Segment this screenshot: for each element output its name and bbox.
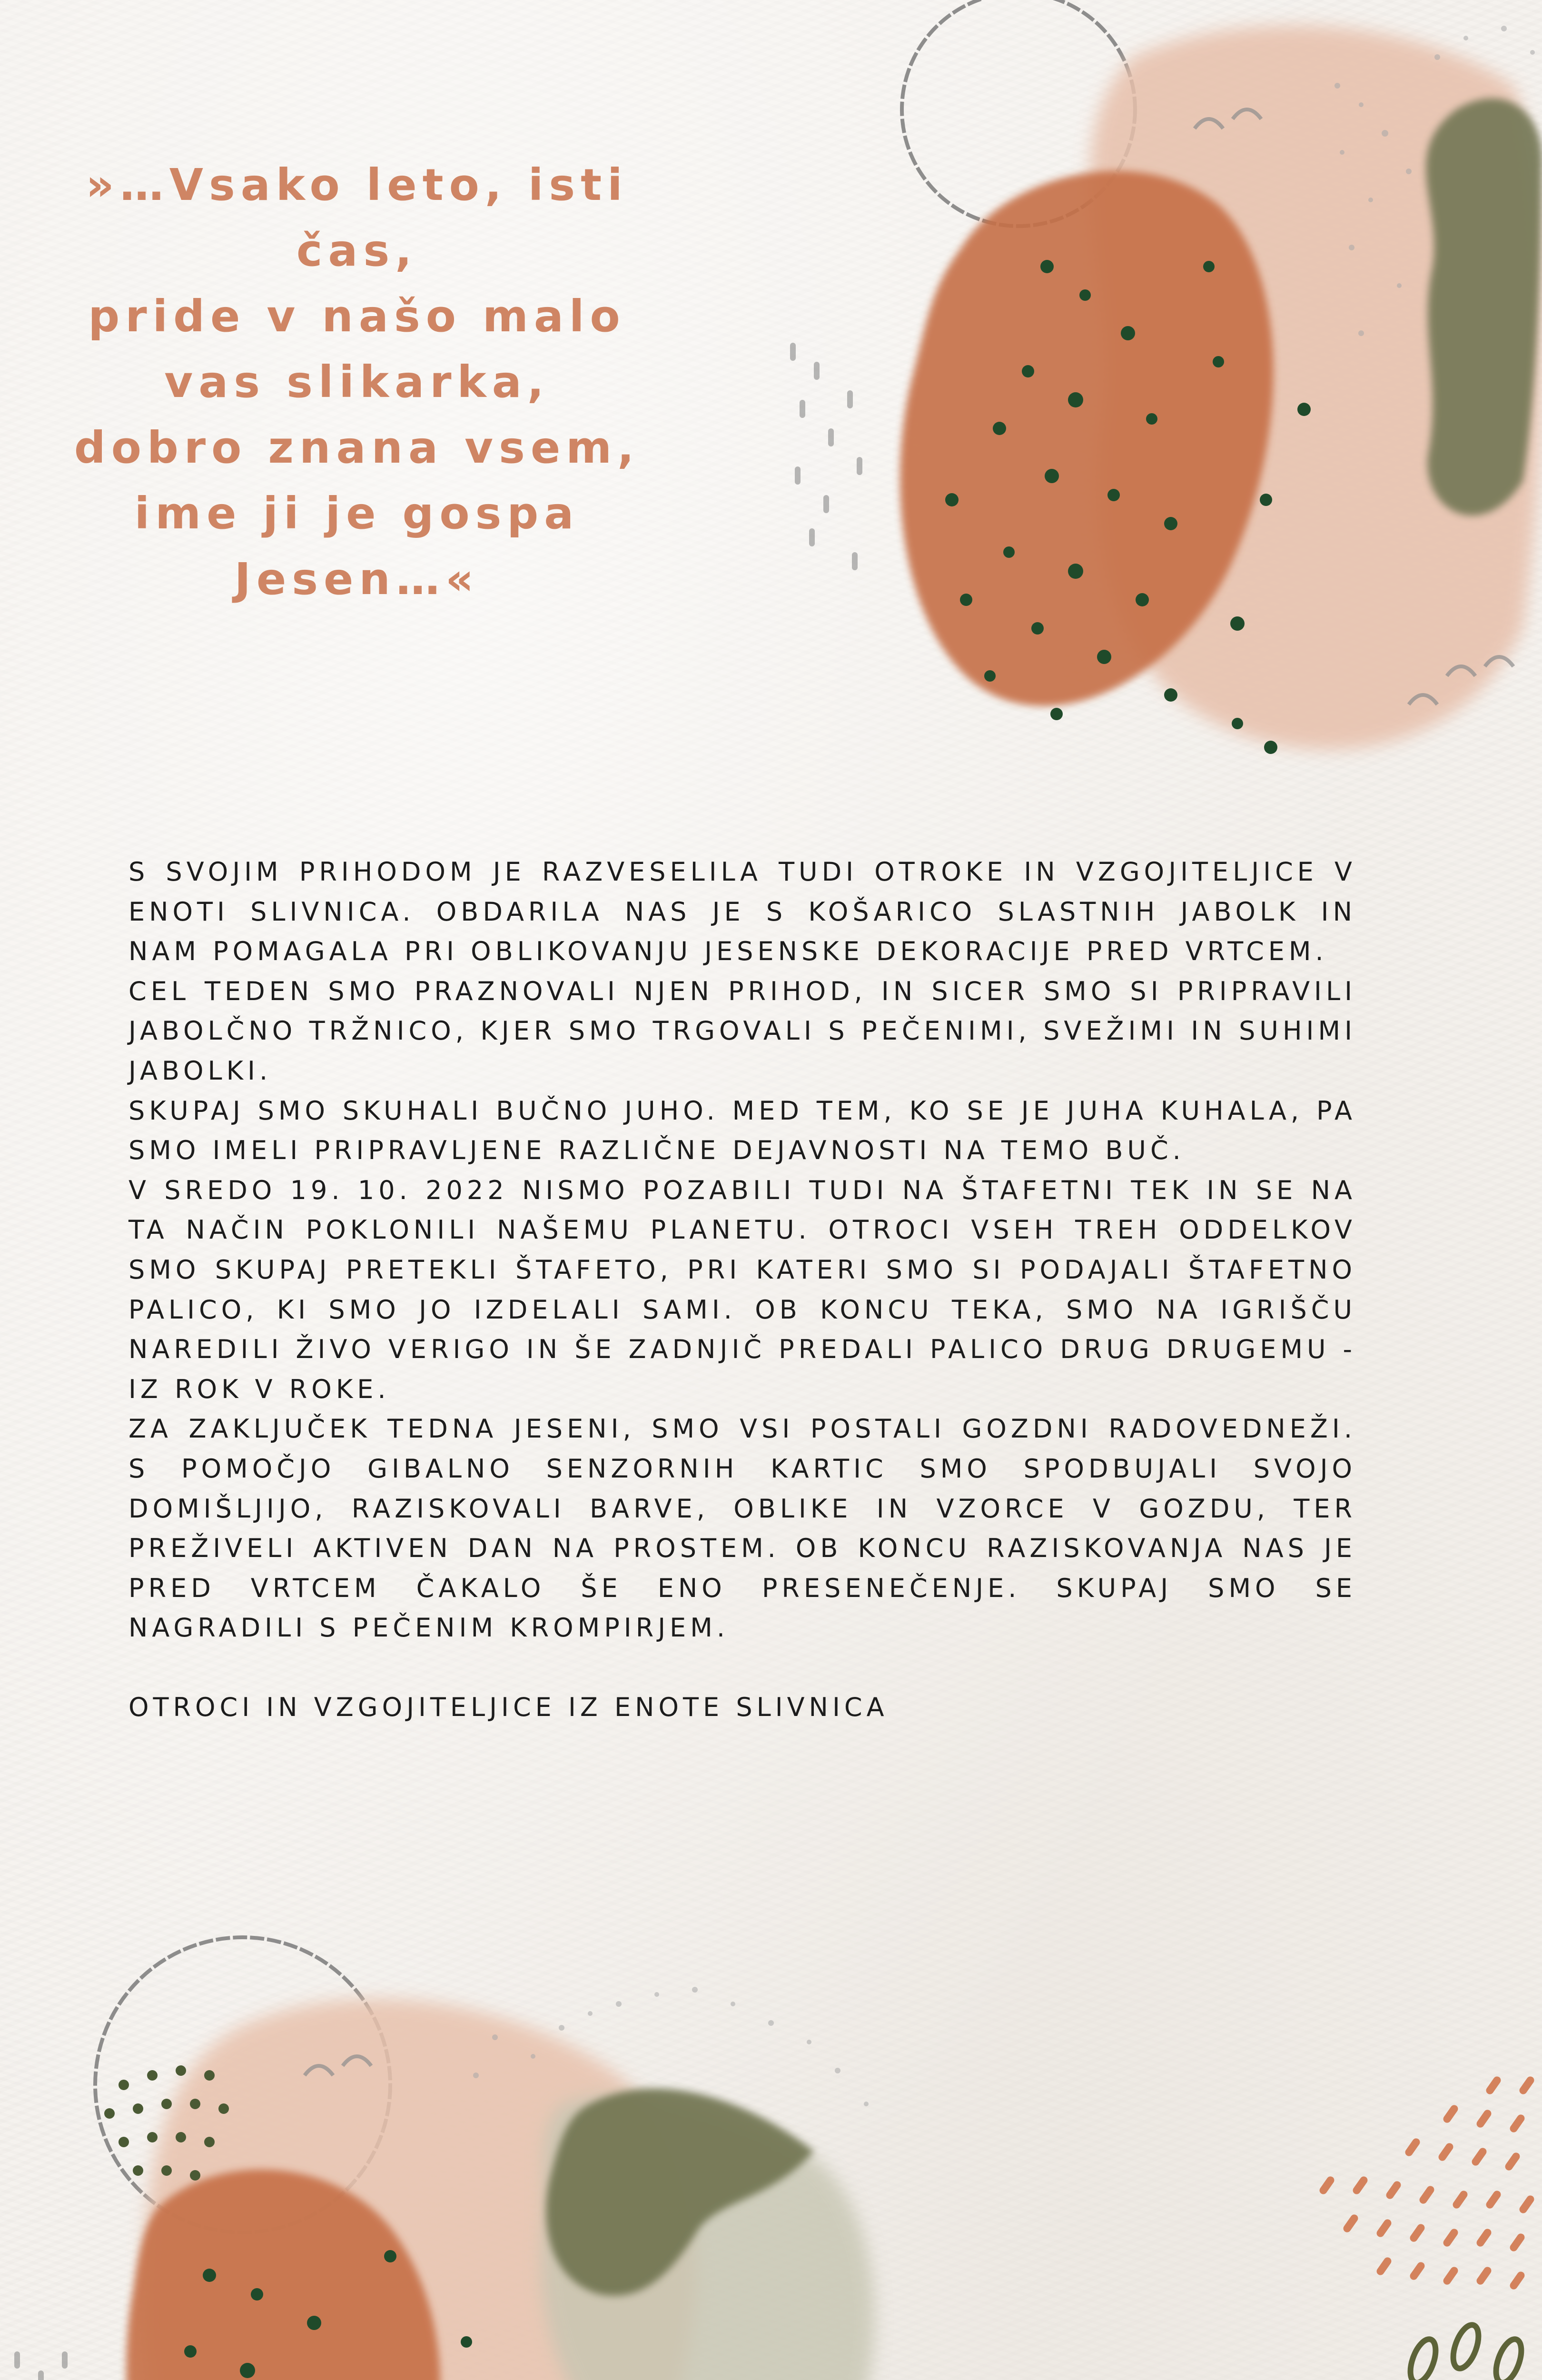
dash-pattern-bottom-right bbox=[1304, 2066, 1542, 2380]
quote-line: ime ji je gospa bbox=[134, 488, 580, 539]
article-signature: OTROCI IN VZGOJITELJICE IZ ENOTE SLIVNICA bbox=[128, 1692, 889, 1723]
quote-line: pride v našo malo bbox=[88, 291, 626, 342]
quote-line: vas slikarka, bbox=[164, 357, 550, 407]
poem-quote bbox=[71, 152, 642, 612]
article-paragraph: S SVOJIM PRIHODOM JE RAZVESELILA TUDI OTROKE IN VZGOJITELJICE V ENOTI SLIVNICA. OBDARILA NAS JE S KOŠARICO SLASTNIH JABOLK IN NAM POMAGALA PRI OBLIKOVANJU JESENSKE DEKORACIJE PRED VRTCEM. bbox=[128, 857, 1356, 967]
article-paragraph: CEL TEDEN SMO PRAZNOVALI NJEN PRIHOD, IN SICER SMO SI PRIPRAVILI JABOLČNO TRŽNICO, KJER SMO TRGOVALI S PEČENIMI, SVEŽIMI IN SUHIMI JABOLKI. bbox=[128, 976, 1356, 1086]
article-body bbox=[128, 852, 1356, 1727]
article-paragraph: V SREDO 19. 10. 2022 NISMO POZABILI TUDI NA ŠTAFETNI TEK IN SE NA TA NAČIN POKLONILI NAŠEMU PLANETU. OTROCI VSEH TREH ODDELKOV SMO SKUPAJ PRETEKLI ŠTAFETO, PRI KATERI SMO SI PODAJALI ŠTAFETNO PALICO, KI SMO JO IZDELALI SAMI. OB KONCU TEKA, SMO NA IGRIŠČU NAREDILI ŽIVO VERIGO IN ŠE ZADNJIČ PREDALI PALICO DRUG DRUGEMU - IZ ROK V ROKE. bbox=[128, 1175, 1356, 1404]
quote-line: Jesen…« bbox=[234, 554, 480, 605]
watercolor-blob-bottom-left bbox=[0, 1933, 904, 2380]
quote-line: dobro znana vsem, bbox=[74, 422, 640, 473]
article-paragraph: SKUPAJ SMO SKUHALI BUČNO JUHO. MED TEM, KO SE JE JUHA KUHALA, PA SMO IMELI PRIPRAVLJENE RAZLIČNE DEJAVNOSTI NA TEMO BUČ. bbox=[128, 1095, 1356, 1166]
watercolor-blob-top-right bbox=[742, 0, 1542, 785]
quote-line: čas, bbox=[296, 225, 418, 276]
article-paragraph: ZA ZAKLJUČEK TEDNA JESENI, SMO VSI POSTALI GOZDNI RADOVEDNEŽI. S POMOČJO GIBALNO SENZORNIH KARTIC SMO SPODBUJALI SVOJO DOMIŠLJIJO, RAZISKOVALI BARVE, OBLIKE IN VZORCE V GOZDU, TER PREŽIVELI AKTIVEN DAN NA PROSTEM. OB KONCU RAZISKOVANJA NAS JE PRED VRTCEM ČAKALO ŠE ENO PRESENEČENJE. SKUPAJ SMO SE NAGRADILI S PEČENIM KROMPIRJEM. bbox=[128, 1414, 1356, 1643]
quote-line: »…Vsako leto, isti bbox=[86, 159, 628, 210]
